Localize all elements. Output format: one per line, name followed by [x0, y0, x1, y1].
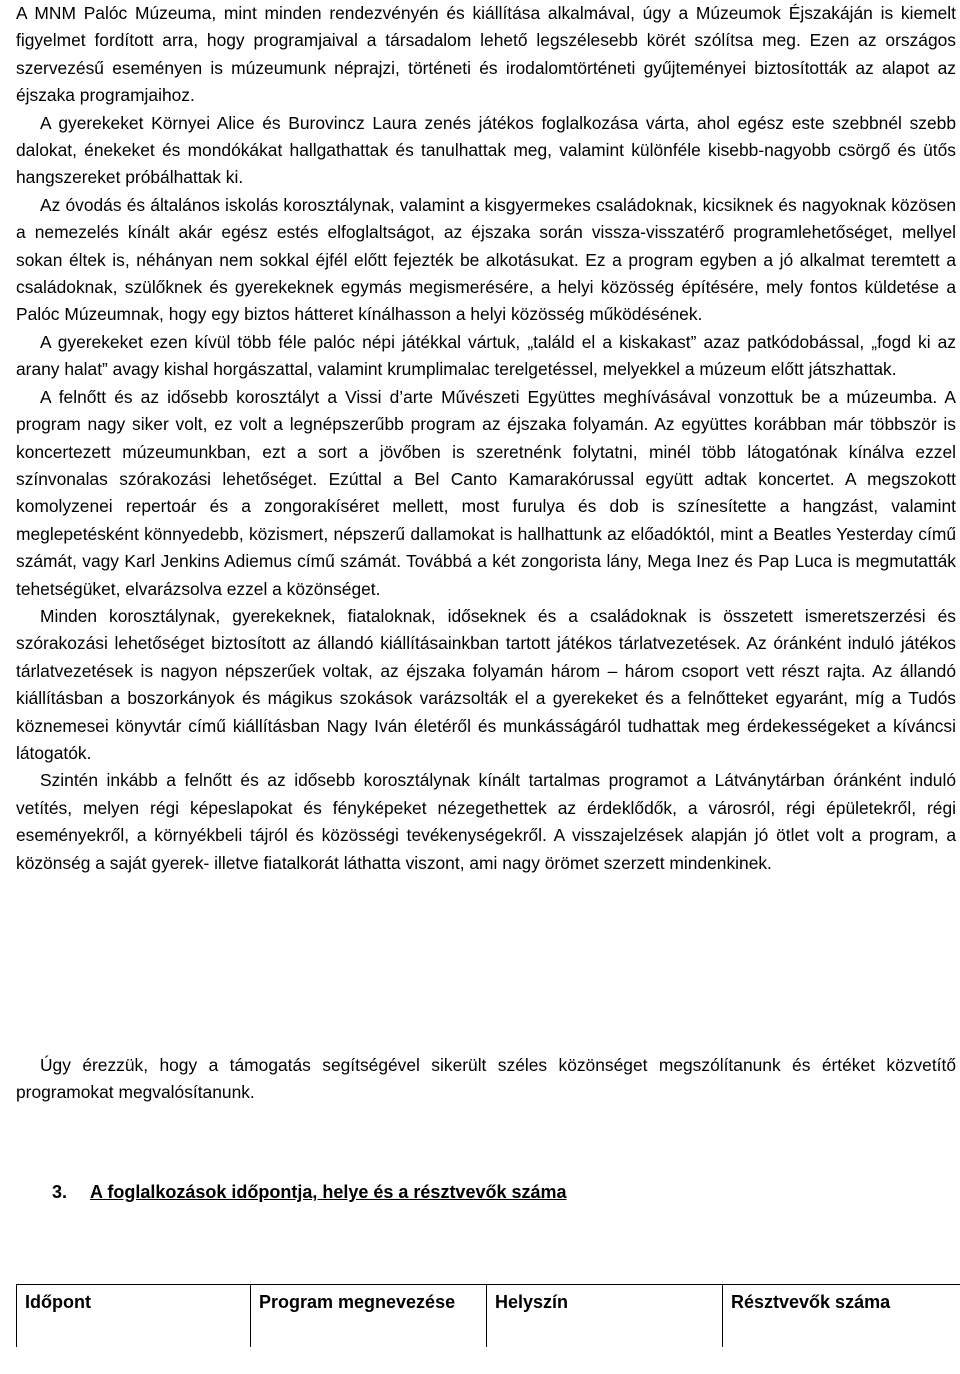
schedule-table — [16, 1284, 960, 1347]
paragraph-guided-tours: Minden korosztálynak, gyerekeknek, fiataloknak, időseknek és a családoknak is összetett ismeretszerzési és szórakozási lehetőséget biztosított az állandó kiállításainkban tartott játékos tárlatvezetések. Az óránként induló játékos tárlatvezetések is nagyon népszerűek voltak, az éjszaka folyamán három – három csoport vett részt rajta. Az állandó kiállításban a boszorkányok és mágikus szokások varázsolták el a gyerekeket és a felnőtteket egyaránt, míg a Tudós köznemesei könyvtár című kiállításban Nagy Iván életéről és munkásságáról tudhattak meg érdekességeket a kíváncsi látogatók. — [16, 605, 956, 763]
table-header-participants: Résztvevők száma — [723, 1285, 960, 1348]
section-heading — [52, 1182, 567, 1203]
paragraph-concert: A felnőtt és az idősebb korosztályt a Vissi d’arte Művészeti Együttes meghívásával vonzottuk be a múzeumba. A program nagy siker volt, ez volt a legnépszerűbb program az éjszaka folyamán. Az együttes korábban már többször is koncertezett múzeumunkban, ezt a sort a jövőben is szeretnénk folytatni, minél több látogatónak kínálva ezzel színvonalas szórakozási lehetőséget. Ezúttal a Bel Canto Kamarakórussal együtt adtak koncertet. A megszokott komolyzenei repertoár és a zongorakíséret mellett, most furulya és dob is színesítette a hangzást, valamint meglepetésként könnyedebb, közismert, népszerű dallamokat is hallhattunk az előadóktól, mint a Beatles Yesterday című számát, vagy Karl Jenkins Adiemus című számát. Továbbá a két zongorista lány, Mega Inez és Pap Luca is megmutatták tehetségüket, elvarázsolva ezzel a közönséget. — [16, 386, 956, 599]
paragraph-children-music: A gyerekeket Környei Alice és Burovincz Laura zenés játékos foglalkozása várta, ahol egész este szebbnél szebb dalokat, énekeket és mondókákat hallgathattak és tanulhattak meg, valamint különféle kisebb-nagyobb csörgő és ütős hangszereket próbálhattak ki. — [16, 112, 956, 188]
table-header-program: Program megnevezése — [251, 1285, 487, 1348]
paragraph-screening: Szintén inkább a felnőtt és az idősebb korosztálynak kínált tartalmas programot a Látványtárban óránként induló vetítés, melyen régi képeslapokat és fényképeket nézegethettek az érdeklődők, a városról, régi épületekről, régi eseményekről, a környékbeli tájról és közösségi tevékenységekről. A visszajelzések alapján jó ötlet volt a program, a közönség a saját gyerek- illetve fiatalkorát láthatta viszont, ami nagy örömet szerzett mindenkinek. — [16, 770, 956, 873]
paragraph-felting: Az óvodás és általános iskolás korosztálynak, valamint a kisgyermekes családoknak, kicsiknek és nagyoknak közösen a nemezelés kínált akár egész estés elfoglaltságot, az éjszaka során vissza-visszatérő programlehetőséget, mellyel sokan éltek is, néhányan nem sokkal éjfél előtt fejezték be alkotásukat. Ez a program egyben a jó alkalmat teremtett a családoknak, szülőknek és gyerekeknek egymás megismerésére, a helyi közösség építésére, mely fontos küldetése a Palóc Múzeumnak, hogy egy biztos hátteret kínálhasson a helyi közösség működésének. — [16, 194, 956, 325]
report-body — [16, 0, 956, 877]
closing-text-block — [16, 1052, 956, 1107]
section-title: A foglalkozások időpontja, helye és a résztvevők száma — [90, 1182, 567, 1202]
table-header-row — [17, 1285, 960, 1348]
paragraph-folk-games: A gyerekeket ezen kívül több féle palóc népi játékkal vártuk, „találd el a kiskakast” azaz patkódobással, „fogd ki az arany halat” avagy kishal horgászattal, valamint krumplimalac terelgetéssel, melyekkel a múzeum előtt játszhattak. — [16, 331, 956, 380]
table-header-location: Helyszín — [487, 1285, 723, 1348]
table-header-date: Időpont — [17, 1285, 251, 1348]
document-page — [16, 0, 956, 1312]
paragraph-closing: Úgy érezzük, hogy a támogatás segítségével sikerült széles közönséget megszólítanunk és értéket közvetítő programokat megvalósítanunk. — [16, 1055, 956, 1103]
section-number: 3. — [52, 1182, 68, 1202]
paragraph-intro: A MNM Palóc Múzeuma, mint minden rendezvényén és kiállítása alkalmával, úgy a Múzeumok Éjszakáján is kiemelt figyelmet fordított arra, hogy programjaival a társadalom lehető legszélesebb körét szólítsa meg. Ezen az országos szervezésű eseményen is múzeumunk néprajzi, történeti és irodalomtörténeti gyűjteményei biztosították az alapot az éjszaka programjaihoz. — [16, 3, 956, 106]
